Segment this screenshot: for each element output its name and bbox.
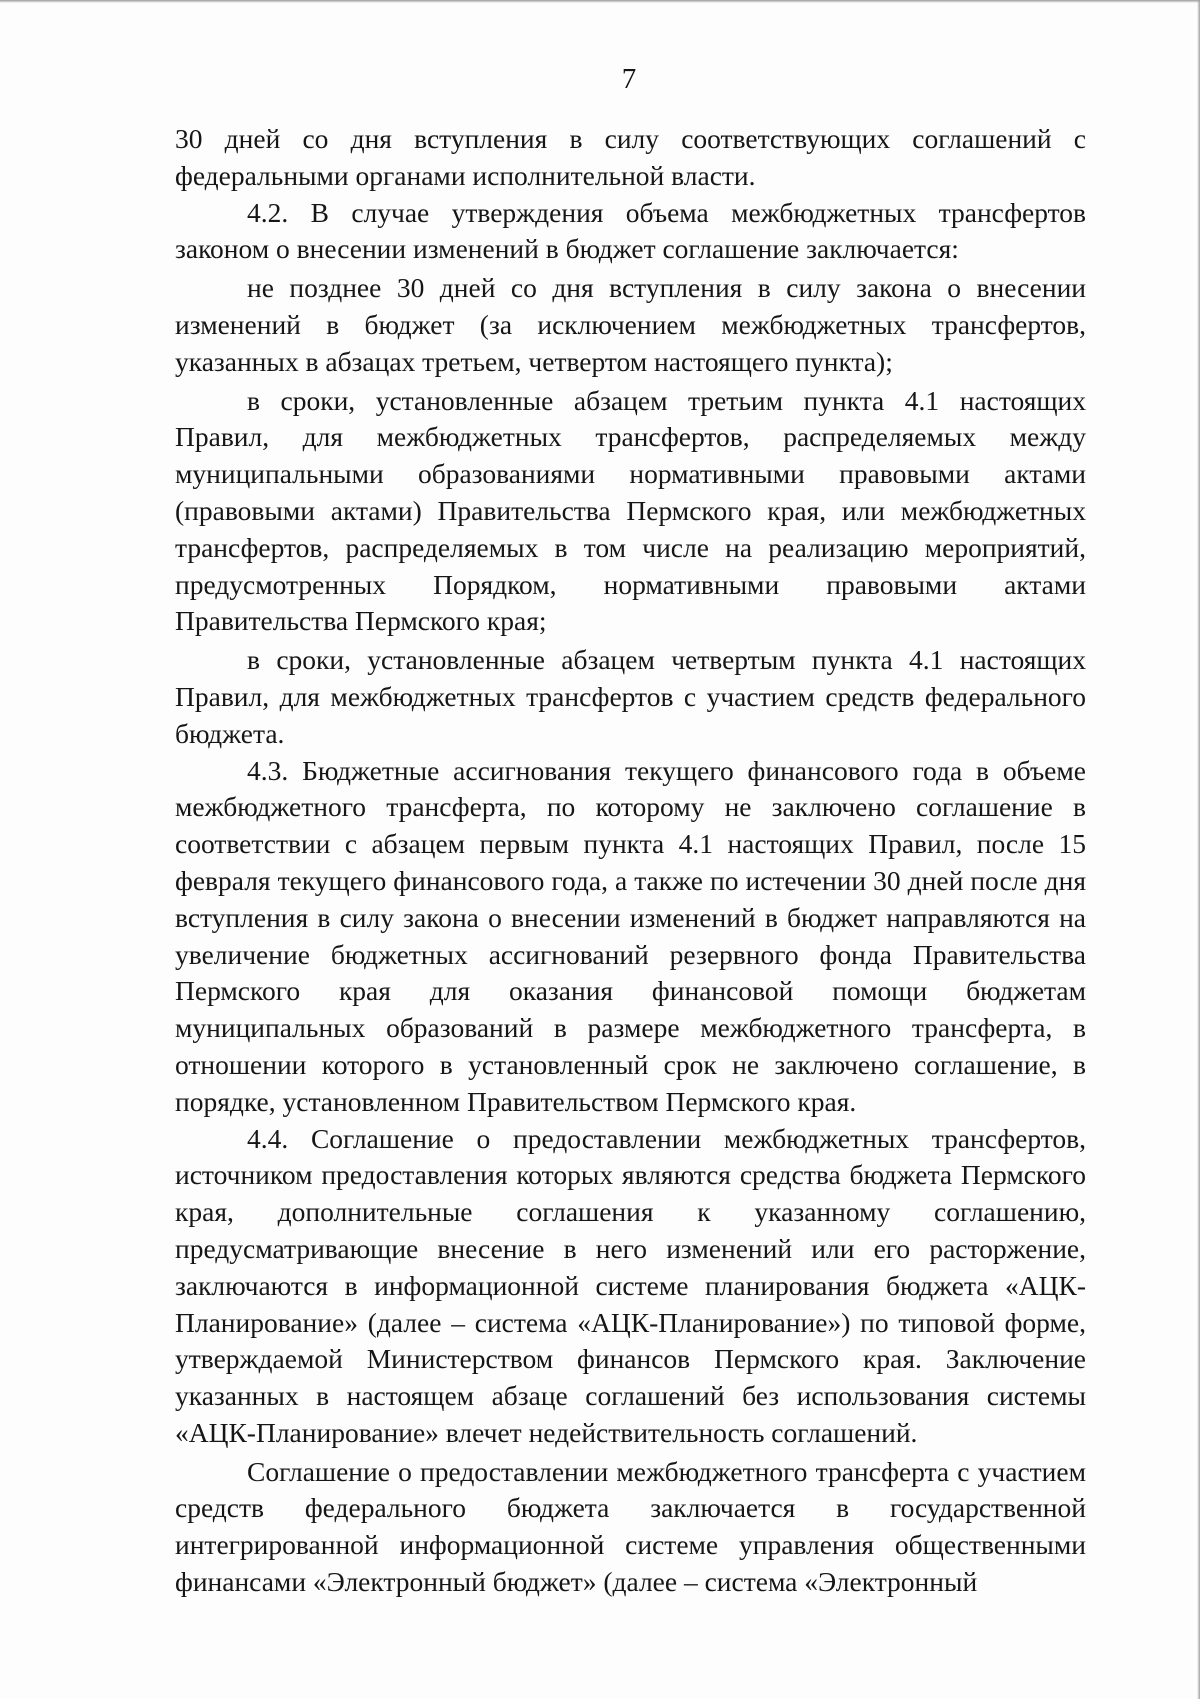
document-body bbox=[175, 121, 1086, 1601]
page-number: 7 bbox=[621, 63, 637, 95]
paragraph-4-2-item-1: не позднее 30 дней со дня вступления в силу закона о внесении изменений в бюджет (за исключением межбюджетных трансфертов, указанных в абзацах третьем, четвертом настоящего пункта); bbox=[175, 272, 1086, 377]
paragraph-4-2: 4.2. В случае утверждения объема межбюджетных трансфертов законом о внесении изменений в бюджет соглашение заключается: bbox=[175, 196, 1086, 265]
paragraph-4-4-federal: Соглашение о предоставлении межбюджетного трансферта с участием средств федерального бюджета заключается в государственной интегрированной информационной системе управления общественными финансами «Электронный бюджет» (далее – система «Электронный bbox=[175, 1455, 1086, 1598]
paragraph-4-2-item-2: в сроки, установленные абзацем третьим пункта 4.1 настоящих Правил, для межбюджетных трансфертов, распределяемых между муниципальными образованиями нормативными правовыми актами (правовыми актами) Правительства Пермского края, или межбюджетных трансфертов, распределяемых в том числе на реализацию мероприятий, предусмотренных Порядком, нормативными правовыми актами Правительства Пермского края; bbox=[175, 384, 1086, 637]
scan-edge-top bbox=[0, 0, 1200, 3]
paragraph-4-3: 4.3. Бюджетные ассигнования текущего финансового года в объеме межбюджетного трансферта, по которому не заключено соглашение в соответствии с абзацем первым пункта 4.1 настоящих Правил, после 15 февраля текущего финансового года, а также по истечении 30 дней после дня вступления в силу закона о внесении изменений в бюджет направляются на увеличение бюджетных ассигнований резервного фонда Правительства Пермского края для оказания финансовой помощи бюджетам муниципальных образований в размере межбюджетного трансферта, в отношении которого в установленный срок не заключено соглашение, в порядке, установленном Правительством Пермского края. bbox=[175, 754, 1086, 1117]
paragraph-4-4: 4.4. Соглашение о предоставлении межбюджетных трансфертов, источником предоставления которых являются средства бюджета Пермского края, дополнительные соглашения к указанному соглашению, предусматривающие внесение в него изменений или его расторжение, заключаются в информационной системе планирования бюджета «АЦК-Планирование» (далее – система «АЦК-Планирование») по типовой форме, утверждаемой Министерством финансов Пермского края. Заключение указанных в настоящем абзаце соглашений без использования системы «АЦК-Планирование» влечет недействительность соглашений. bbox=[175, 1122, 1086, 1448]
paragraph-4-2-item-3: в сроки, установленные абзацем четвертым пункта 4.1 настоящих Правил, для межбюджетных трансфертов с участием средств федерального бюджета. bbox=[175, 644, 1086, 749]
paragraph-continuation: 30 дней со дня вступления в силу соответствующих соглашений с федеральными органами исполнительной власти. bbox=[175, 123, 1086, 191]
